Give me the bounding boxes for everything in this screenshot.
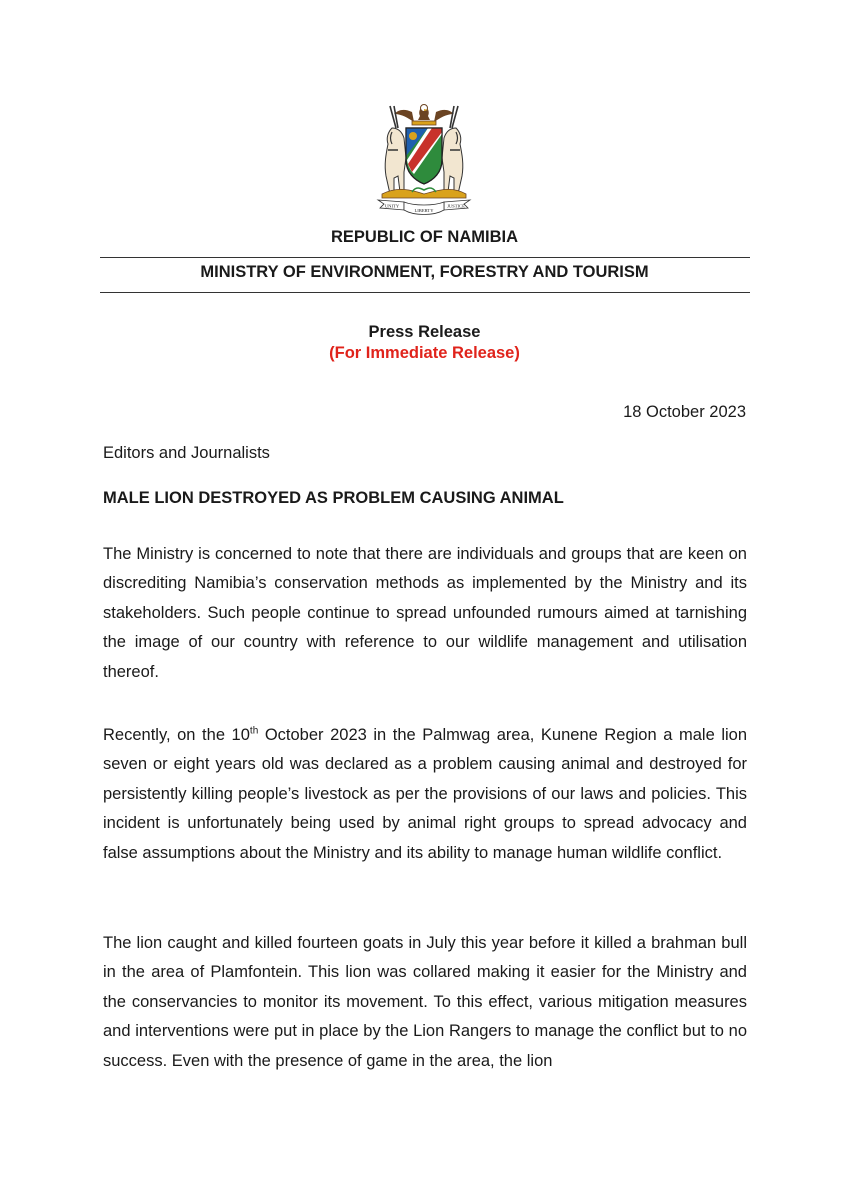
paragraph-2-rest: October 2023 in the Palmwag area, Kunene Region a male lion seven or eight years old was declared as a problem causing animal and destroyed for persistently killing people’s livestock as per the provisions of our laws and policies. This incident is unfortunately being used by animal right groups to spread advocacy and false assumptions about the Ministry and its ability to manage human wildlife conflict. [103, 726, 748, 862]
paragraph-2 [103, 721, 747, 868]
header-rule-top [100, 257, 750, 258]
ministry-title: MINISTRY OF ENVIRONMENT, FORESTRY AND TOURISM [200, 263, 649, 281]
motto-ribbon [378, 200, 470, 215]
ordinal-suffix: th [249, 725, 259, 737]
motto-liberty: LIBERTY [414, 208, 434, 213]
release-heading: MALE LION DESTROYED AS PROBLEM CAUSING ANIMAL [103, 489, 564, 507]
paragraph-3: The lion caught and killed fourteen goats in July this year before it killed a brahman bull in the area of Plamfontein. This lion was collared making it easier for the Ministry and the conservancies to monitor its movement. To this effect, various mitigation measures and interventions were put in place by the Lion Rangers to manage the conflict but to no success. Even with the presence of game in the area, the lion [103, 934, 747, 1070]
eagle-icon [394, 104, 454, 122]
left-oryx-icon [385, 106, 406, 194]
header-rule-bottom [100, 292, 750, 293]
motto-unity: UNITY [384, 203, 400, 209]
coat-of-arms [368, 98, 480, 222]
motto-justice: JUSTICE [447, 203, 465, 209]
press-release-label: Press Release [368, 323, 481, 341]
shield-icon [406, 128, 442, 184]
immediate-release-note: (For Immediate Release) [329, 344, 520, 362]
right-oryx-icon [442, 106, 463, 194]
paragraph-2-start: Recently, on the 10 [103, 726, 250, 744]
namibia-coat-of-arms-icon [368, 98, 480, 222]
release-date: 18 October 2023 [623, 403, 746, 421]
republic-title: REPUBLIC OF NAMIBIA [331, 228, 518, 246]
paragraph-1: The Ministry is concerned to note that there are individuals and groups that are keen on discrediting Namibia’s conservation methods as implemented by the Ministry and its stakeholders. Such people continue to spread unfounded rumours aimed at tarnishing the image of our country with reference to our wildlife management and utilisation thereof. [103, 545, 747, 681]
addressee: Editors and Journalists [103, 444, 270, 462]
